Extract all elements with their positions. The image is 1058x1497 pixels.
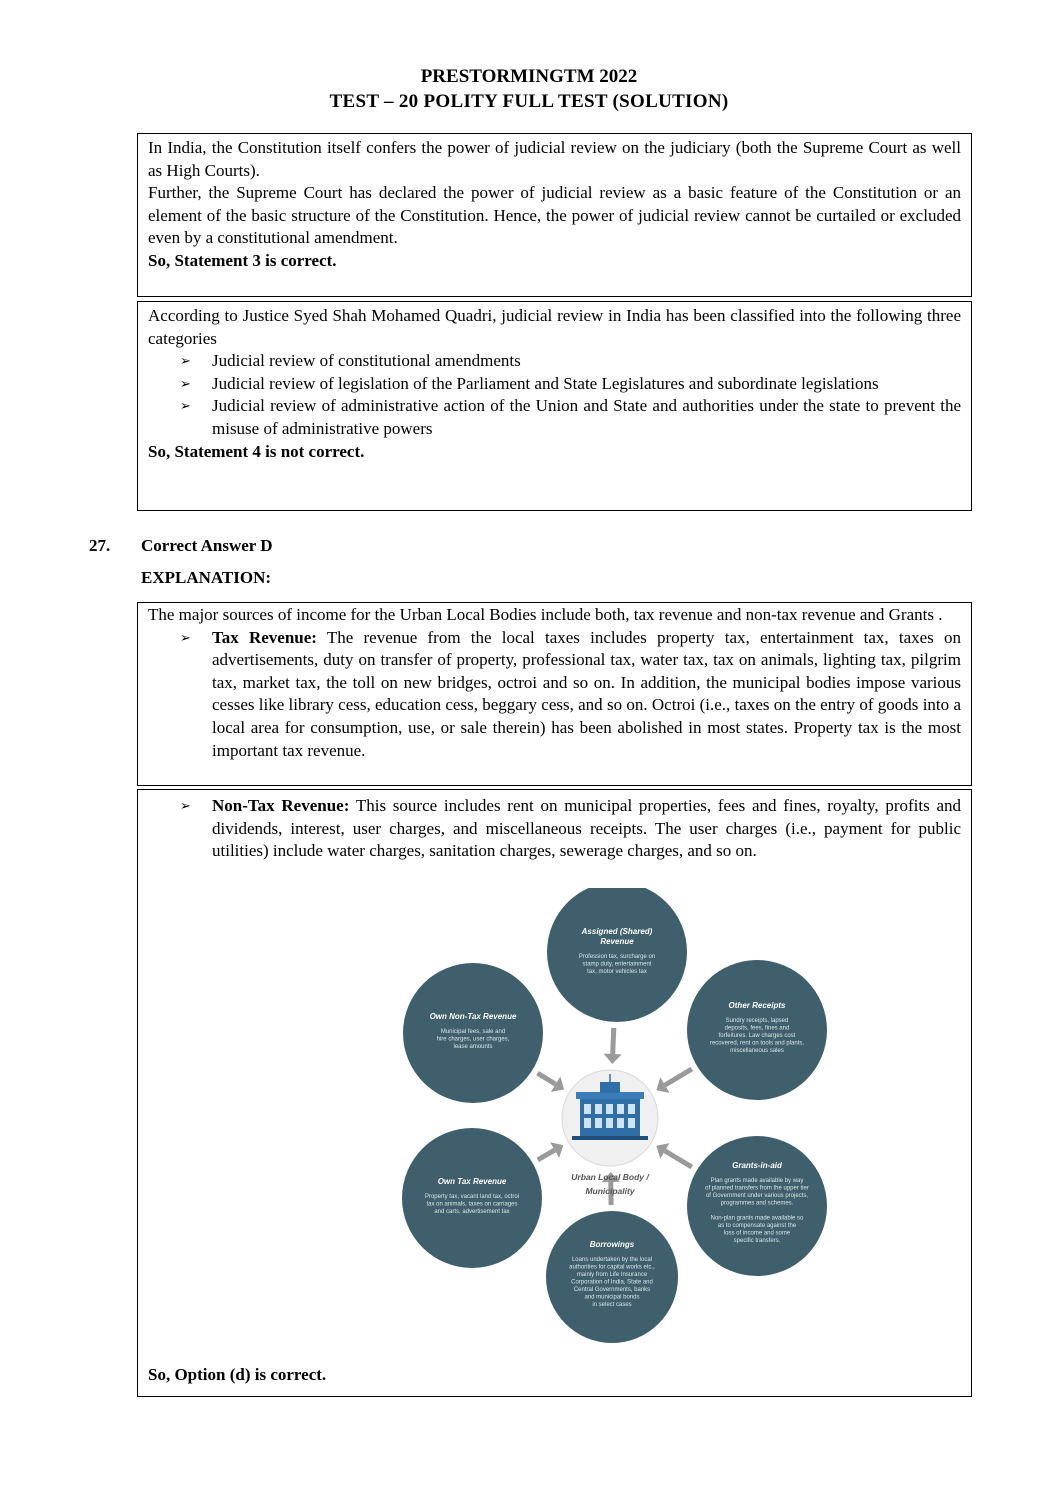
circle-body-line: Profession tax, surcharge on (578, 954, 656, 960)
circle-body-line: and municipal bonds (584, 1294, 640, 1301)
circle-body-line: as to compensate against the (717, 1223, 797, 1229)
circle-body-line: Corporation of India, State and (571, 1279, 653, 1286)
circle-title: Own Tax Revenue (437, 1177, 507, 1186)
circle-title: Revenue (600, 937, 634, 946)
own-non-tax-revenue-circle (403, 963, 543, 1103)
circle-body-line: stamp duty, entertainment (582, 961, 652, 968)
statement-4-box (137, 301, 972, 511)
center-label: Municipality (585, 1186, 635, 1196)
box4-conclusion: So, Option (d) is correct. (148, 1365, 327, 1384)
circle-body-line: Loans undertaken by the local (571, 1257, 653, 1263)
urban-local-body-income-diagram (400, 888, 840, 1343)
box3-intro: The major sources of income for the Urban Local Bodies include both, tax revenue and non-tax revenue and Grants . (148, 605, 943, 624)
explanation-label: EXPLANATION: (141, 568, 272, 587)
circle-body-line: miscellaneous sales (730, 1048, 784, 1054)
circle-body-line: forfeitures. Law charges cost (718, 1033, 796, 1039)
arrow-icon (538, 1073, 565, 1092)
box1-conclusion: So, Statement 3 is correct. (148, 250, 337, 270)
arrow-icon (604, 1028, 622, 1064)
circle-body-line: specific transfers. (733, 1238, 781, 1244)
circle-body-line: tax, motor vehicles tax (587, 969, 647, 975)
assigned-revenue-circle (547, 888, 687, 1022)
circle-body-line: and carts, advertisement tax (434, 1209, 510, 1215)
circle-body-line: hire charges, user charges, (436, 1036, 510, 1043)
arrow-bullet-icon: ➢ (180, 353, 191, 369)
other-receipts-circle (687, 960, 827, 1100)
circle-body-line: tax on animals, taxes on carriages (426, 1201, 518, 1208)
circle-body-line: mainly from Life Insurance (576, 1272, 648, 1278)
circle-body-line: loss of income and some (723, 1230, 791, 1237)
circle-body-line: Central Governments, banks (573, 1287, 651, 1293)
box2-bullet-2: ➢ Judicial review of legislation of the Parliament and State Legislatures and subordinate legislations (148, 373, 961, 396)
box3-bullet: ➢ Tax Revenue: The revenue from the local taxes includes property tax, entertainment tax, taxes on advertisements, duty on transfer of property, professional tax, water tax, tax on animals, lighting tax, pilgrim tax, market tax, the toll on new bridges, octroi and so on. In addition, the municipal bodies impose various cesses like library cess, education cess, beggary cess, and so on. Octroi (i.e., taxes on the entry of goods into a local area for consumption, use, or sale therein) has been abolished in most states. Property tax is the most important tax revenue. (180, 627, 961, 760)
arrow-bullet-icon: ➢ (180, 375, 191, 391)
header-line-2: TEST – 20 POLITY FULL TEST (SOLUTION) (329, 91, 729, 112)
statement-3-box (137, 133, 972, 297)
circle-body-line: recovered, rent on tools and plants, (709, 1040, 805, 1047)
tax-revenue-box (137, 602, 972, 786)
circle-body-line: lease amounts (453, 1044, 493, 1050)
grants-in-aid-circle (687, 1136, 827, 1276)
circle-body-line: Non-plan grants made available so (710, 1215, 804, 1222)
circle-body-line: deposits, fees, fines and (724, 1025, 790, 1032)
circle-title: Own Non-Tax Revenue (429, 1012, 517, 1021)
arrow-icon (538, 1142, 564, 1160)
box1-paragraph-1: In India, the Constitution itself confers the power of judicial review on the judiciary (both the Supreme Court as well as High Courts). (148, 138, 961, 180)
circle-body-line: of planned transfers from the upper tier (705, 1185, 809, 1192)
question-number: 27. (89, 536, 111, 555)
circle-body-line: authorities for capital works etc., (569, 1264, 655, 1271)
arrow-bullet-icon: ➢ (180, 629, 191, 645)
correct-answer: Correct Answer D (141, 536, 273, 555)
circle-title: Assigned (Shared) (581, 927, 653, 936)
circle-body-line: Property tax, vacant land tax, octroi (424, 1194, 520, 1200)
header-line-1: PRESTORMINGTM 2022 (420, 66, 638, 87)
circle-body-line: in select cases (592, 1302, 632, 1308)
arrow-icon (656, 1143, 691, 1167)
box4-bullet: ➢ Non-Tax Revenue: This source includes rent on municipal properties, fees and fines, royalty, profits and dividends, interest, user charges, and miscellaneous receipts. The user charges (i.e., payment for public utilities) include water charges, sanitation charges, sewerage charges, and so on. (180, 796, 962, 861)
box2-bullet-3: ➢ Judicial review of administrative action of the Union and State and authorities under the state to prevent the misuse of administrative powers (180, 396, 961, 438)
center-label: Urban Local Body / (571, 1172, 649, 1182)
circle-title: Grants-in-aid (732, 1161, 782, 1170)
circle-body-line: Municipal fees, sale and (440, 1029, 506, 1035)
circle-body-line: of Government under various projects, (705, 1193, 809, 1199)
circle-title: Other Receipts (728, 1001, 786, 1010)
box2-intro: According to Justice Syed Shah Mohamed Quadri, judicial review in India has been classified into the following three categories (148, 306, 961, 348)
own-tax-revenue-circle (402, 1128, 542, 1268)
box2-bullet-1: ➢ Judicial review of constitutional amendments (148, 350, 961, 373)
arrow-bullet-icon: ➢ (180, 798, 191, 813)
box1-paragraph-2: Further, the Supreme Court has declared the power of judicial review as a basic feature of the Constitution or an element of the basic structure of the Constitution. Hence, the power of judicial review cannot be curtailed or excluded even by a constitutional amendment. (148, 183, 961, 248)
borrowings-circle (546, 1211, 678, 1343)
circle-body-line: Plan grants made available by way (710, 1178, 804, 1184)
box2-conclusion: So, Statement 4 is not correct. (148, 441, 365, 461)
arrow-bullet-icon: ➢ (180, 398, 191, 414)
arrow-icon (656, 1069, 691, 1093)
circle-body-line: Sundry receipts, lapsed (725, 1018, 789, 1024)
circle-body-line: programmes and schemes. (720, 1200, 794, 1207)
circle-title: Borrowings (589, 1240, 635, 1249)
